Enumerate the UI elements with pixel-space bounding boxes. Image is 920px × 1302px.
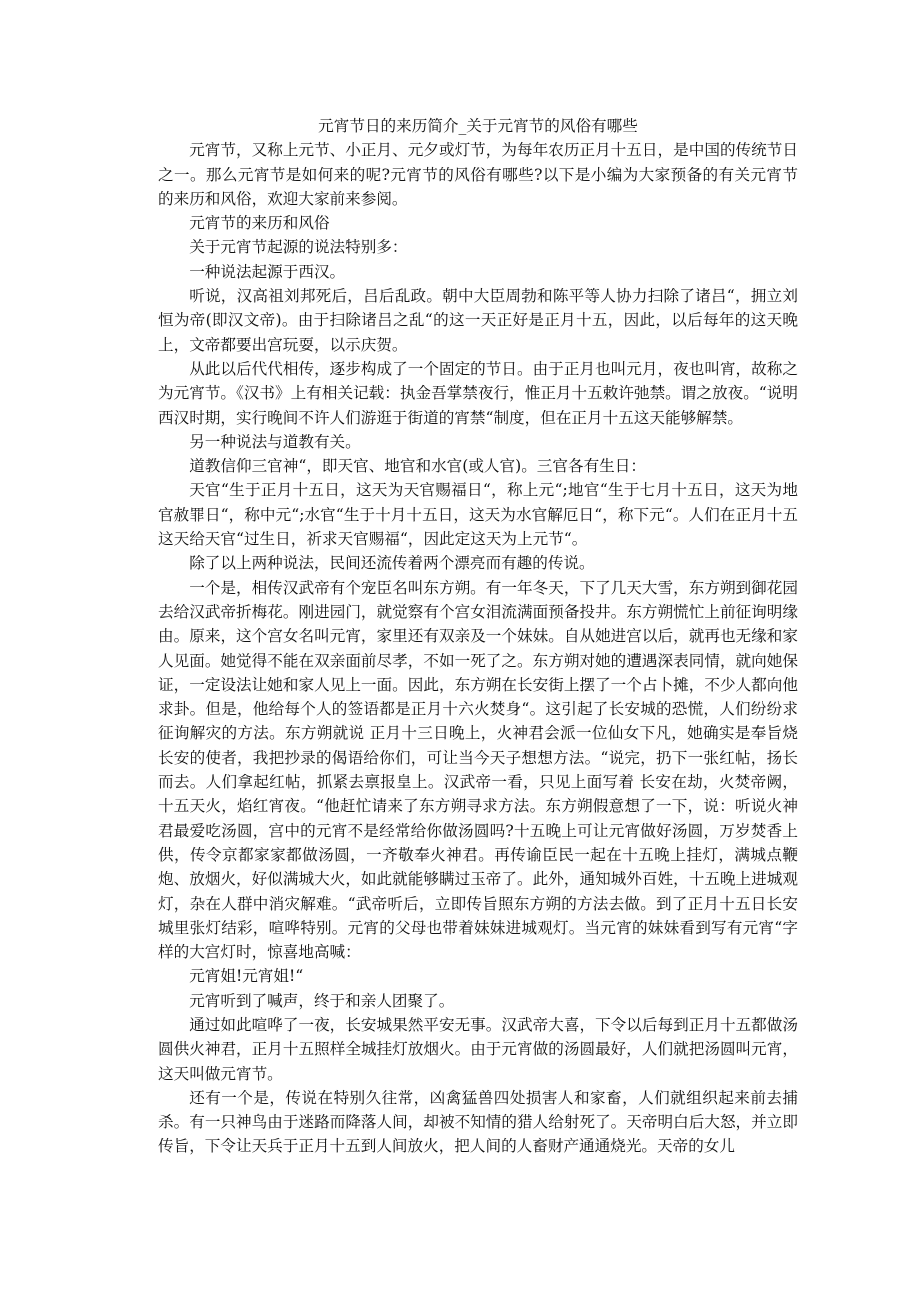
paragraph-intro: 元宵节，又称上元节、小正月、元夕或灯节，为每年农历正月十五日，是中国的传统节日之一。那么元宵节是如何来的呢?元宵节的风俗有哪些?以下是小编为大家预备的有关元宵节的来历和风俗，欢迎大家前来参阅。	[158, 141, 798, 208]
paragraph-reunion: 元宵听到了喊声，终于和亲人团聚了。	[189, 991, 455, 1010]
paragraph-section-heading: 元宵节的来历和风俗	[189, 214, 330, 233]
paragraph-birthdays: 天官“生于正月十五日，这天为天官赐福日“，称上元“;地官“生于七月十五日，这天为地官赦罪日“，称中元“;水官“生于十月十五日，这天为水官解厄日“，称下元“。人们在正月十五这天给天官“过生日，祈求天官赐福“，因此定这天为上元节“。	[158, 481, 798, 549]
document-body	[158, 114, 798, 1159]
paragraph-divine-bird: 还有一个是，传说在特别久往常，凶禽猛兽四处损害人和家畜，人们就组织起来前去捕杀。有一只神鸟由于迷路而降落人间，却被不知情的猎人给射死了。天帝明白后大怒，并立即传旨，下令让天兵于正月十五到人间放火，把人间的人畜财产通通烧光。天帝的女儿	[158, 1088, 798, 1156]
paragraph-dongfang-shuo: 一个是，相传汉武帝有个宠臣名叫东方朔。有一年冬天，下了几天大雪，东方朔到御花园去给汉武帝折梅花。刚进园门，就觉察有个宫女泪流满面预备投井。东方朔慌忙上前征询明缘由。原来，这个宫女名叫元宵，家里还有双亲及一个妹妹。自从她进宫以后，就再也无缘和家人见面。她觉得不能在双亲面前尽孝，不如一死了之。东方朔对她的遭遇深表同情，就向她保证，一定设法让她和家人见上一面。因此，东方朔在长安街上摆了一个占卜摊，不少人都向他求卦。但是，他给每个人的签语都是正月十六火焚身“。这引起了长安城的恐慌，人们纷纷求征询解灾的方法。东方朔就说 正月十三日晚上，火神君会派一位仙女下凡，她确实是奉旨烧长安的使者，我把抄录的偈语给你们，可让当今天子想想方法。“说完，扔下一张红帖，扬长而去。人们拿起红帖，抓紧去禀报皇上。汉武帝一看，只见上面写着 长安在劫，火焚帝阙，十五天火，焰红宵夜。“他赶忙请来了东方朔寻求方法。东方朔假意想了一下，说：听说火神君最爱吃汤圆，宫中的元宵不是经常给你做汤圆吗?十五晚上可让元宵做好汤圆，万岁焚香上供，传令京都家家都做汤圆，一齐敬奉火神君。再传谕臣民一起在十五晚上挂灯，满城点鞭炮、放烟火，好似满城大火，如此就能够瞒过玉帝了。此外，通知城外百姓，十五晚上进城观灯，杂在人群中消灾解难。“武帝听后，立即传旨照东方朔的方法去做。到了正月十五日长安城里张灯结彩，喧哗特别。元宵的父母也带着妹妹进城观灯。当元宵的妹妹看到写有元宵“字样的大宫灯时，惊喜地高喊：	[158, 578, 798, 962]
paragraph-festival-naming: 通过如此喧哗了一夜，长安城果然平安无事。汉武帝大喜，下令以后每到正月十五都做汤圆供火神君，正月十五照样全城挂灯放烟火。由于元宵做的汤圆最好，人们就把汤圆叫元宵，这天叫做元宵节。	[158, 1015, 798, 1083]
paragraph-origins-lead: 关于元宵节起源的说法特别多：	[189, 238, 408, 257]
document-title: 元宵节日的来历简介_关于元宵节的风俗有哪些	[318, 117, 638, 135]
paragraph-taoism-lead: 另一种说法与道教有关。	[189, 432, 361, 451]
paragraph-shout: 元宵姐!元宵姐!“	[189, 967, 304, 986]
paragraph-western-han-lead: 一种说法起源于西汉。	[189, 262, 346, 281]
paragraph-han-shu: 从此以后代代相传，逐步构成了一个固定的节日。由于正月也叫元月，夜也叫宵，故称之为元宵节。《汉书》上有相关记载：执金吾掌禁夜行，惟正月十五敕许弛禁。谓之放夜。“说明西汉时期，实行晚间不许人们游逛于街道的宵禁“制度，但在正月十五这天能够解禁。	[158, 359, 798, 427]
paragraph-legends-lead: 除了以上两种说法，民间还流传着两个漂亮而有趣的传说。	[189, 554, 595, 573]
paragraph-three-officials: 道教信仰三官神“，即天官、地官和水官(或人官)。三官各有生日：	[189, 457, 646, 476]
paragraph-liu-bang: 听说，汉高祖刘邦死后，吕后乱政。朝中大臣周勃和陈平等人协力扫除了诸吕“，拥立刘恒为帝(即汉文帝)。由于扫除诸吕之乱“的这一天正好是正月十五，因此，以后每年的这天晚上，文帝都要出宫玩耍，以示庆贺。	[158, 287, 798, 354]
